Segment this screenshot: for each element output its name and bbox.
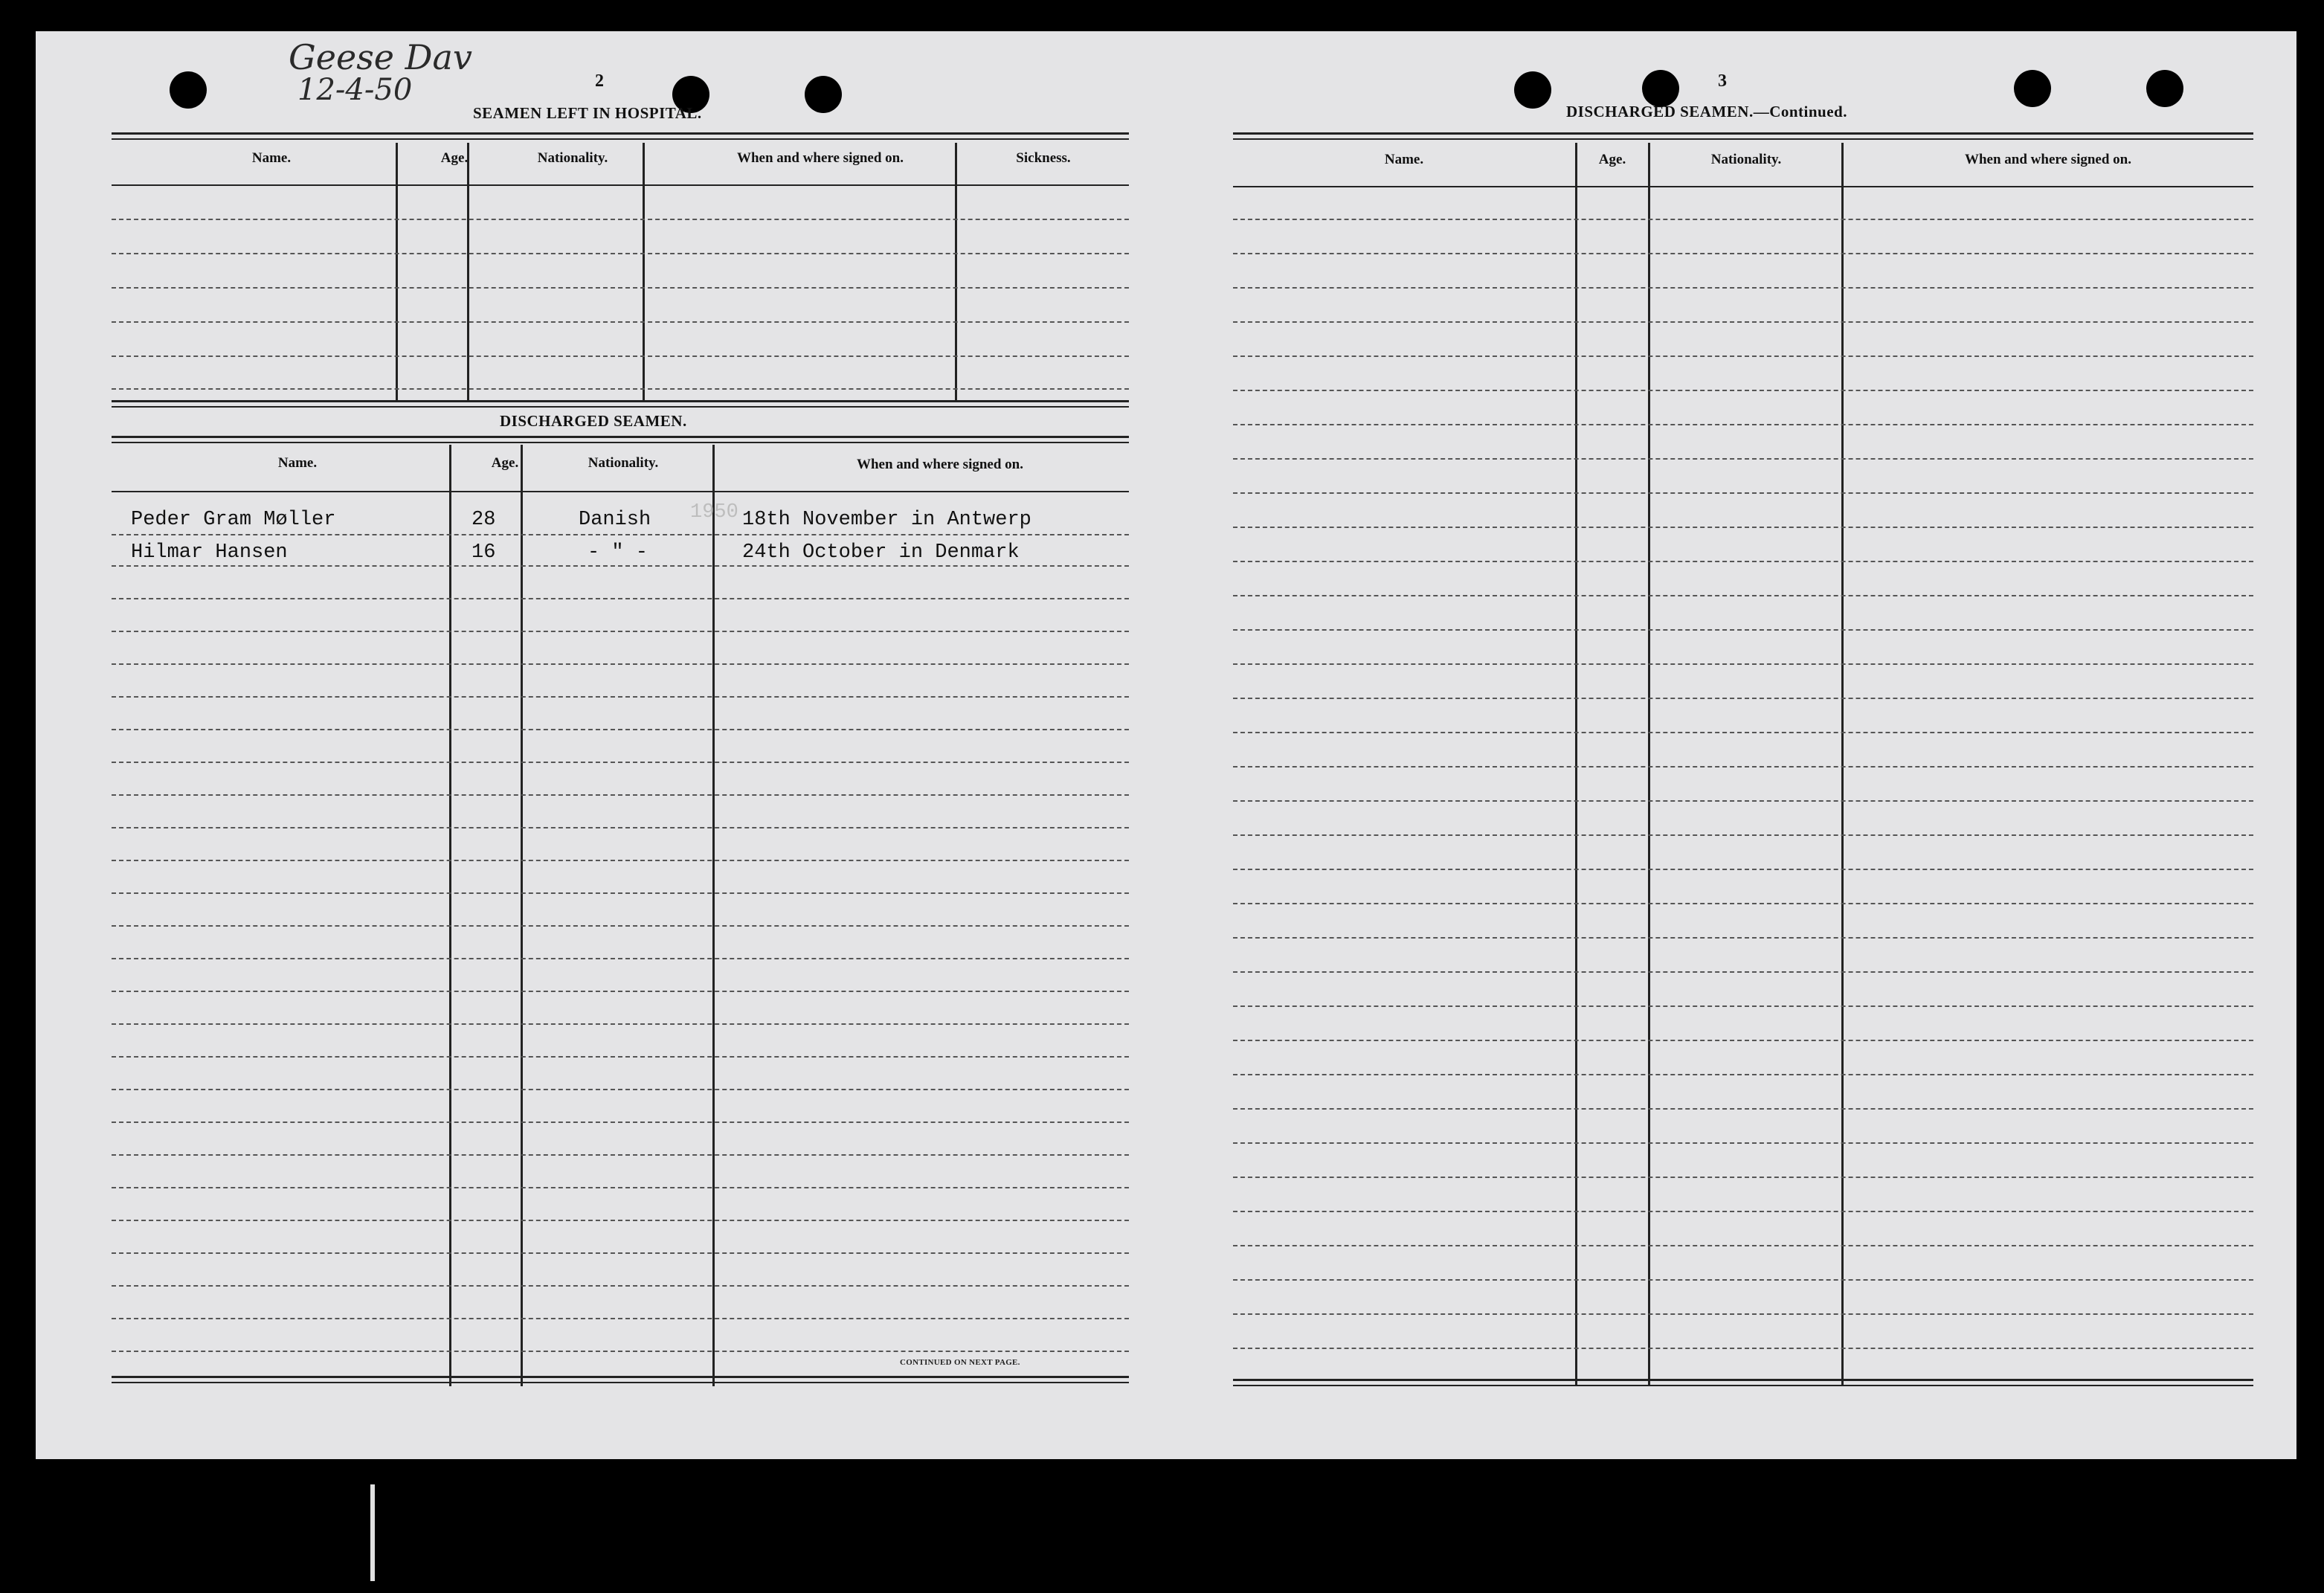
row-line: [1233, 287, 2253, 289]
row-line: [112, 794, 1129, 796]
row-line: [112, 958, 1129, 959]
table-top-rule: [112, 436, 1129, 443]
row-line: [1233, 458, 2253, 460]
row-line: [112, 1252, 1129, 1254]
column-header-name: Name.: [277, 455, 318, 471]
row-line: [1233, 732, 2253, 733]
column-divider: [1575, 143, 1577, 1385]
document-sheet: [36, 31, 2296, 1459]
table-bottom-rule: [1233, 1379, 2253, 1386]
column-header-age: Age.: [1598, 152, 1626, 167]
row-line: [1233, 1348, 2253, 1349]
row-line: [1233, 1279, 2253, 1281]
row-line: [1233, 1040, 2253, 1041]
row-line: [112, 729, 1129, 730]
row-line: [1233, 869, 2253, 870]
row-line: [1233, 595, 2253, 596]
row-line: [1233, 937, 2253, 939]
row-line: [112, 253, 1129, 254]
column-header-age: Age.: [440, 150, 469, 166]
row-line: [1233, 253, 2253, 254]
punch-hole: [2014, 70, 2051, 107]
column-header-sickness: Sickness.: [1016, 150, 1071, 166]
row-line: [112, 1121, 1129, 1123]
continued-footer: CONTINUED ON NEXT PAGE.: [900, 1358, 1020, 1367]
row-line: [112, 1023, 1129, 1025]
column-divider: [955, 143, 957, 402]
row-line: [112, 598, 1129, 599]
row-line: [1233, 561, 2253, 562]
row-line: [1233, 698, 2253, 699]
row-line: [112, 1220, 1129, 1221]
row-line: [112, 892, 1129, 894]
row-line: [112, 1089, 1129, 1090]
row-line: [1233, 492, 2253, 494]
row-line: [112, 663, 1129, 665]
column-divider: [449, 445, 451, 1386]
seaman-nationality: Danish: [579, 509, 651, 531]
row-line: [112, 1154, 1129, 1156]
column-divider: [467, 143, 469, 402]
header-rule: [1233, 186, 2253, 187]
seaman-nationality: - " -: [588, 541, 648, 564]
column-divider: [643, 143, 645, 402]
row-line: [1233, 527, 2253, 528]
column-header-nationality: Nationality.: [588, 455, 659, 471]
row-line: [1233, 424, 2253, 425]
column-header-signed-on: When and where signed on.: [736, 150, 904, 166]
overlay-year: 1950: [690, 501, 738, 524]
column-divider: [1841, 143, 1844, 1385]
row-line: [112, 219, 1129, 220]
discharged-continued-title: DISCHARGED SEAMEN.—Continued.: [1566, 103, 1847, 120]
row-line: [112, 1318, 1129, 1319]
row-line: [112, 1285, 1129, 1287]
column-header-name: Name.: [251, 150, 292, 166]
header-rule: [112, 184, 1129, 186]
row-line: [1233, 1211, 2253, 1212]
row-line: [1233, 629, 2253, 631]
row-line: [112, 321, 1129, 323]
row-line: [112, 762, 1129, 763]
row-line: [1233, 321, 2253, 323]
row-line: [1233, 1313, 2253, 1315]
handwritten-date: 12-4-50: [297, 73, 413, 107]
row-line: [112, 388, 1129, 390]
row-line: [112, 1056, 1129, 1058]
row-line: [1233, 355, 2253, 357]
row-line: [1233, 219, 2253, 220]
row-line: [1233, 1142, 2253, 1144]
column-divider: [521, 445, 523, 1386]
column-divider: [1648, 143, 1650, 1385]
row-line: [1233, 766, 2253, 767]
row-line: [112, 1187, 1129, 1188]
row-line: [112, 925, 1129, 927]
page-number: 3: [1718, 71, 1727, 91]
seaman-name: Peder Gram Møller: [131, 509, 336, 531]
punch-hole: [170, 71, 207, 109]
table-bottom-rule: [112, 1376, 1129, 1383]
row-line: [112, 991, 1129, 992]
handwritten-name: Geese Dav: [289, 37, 472, 77]
row-line: [1233, 800, 2253, 802]
seaman-signed-on: 24th October in Denmark: [742, 541, 1020, 564]
film-mark: [370, 1484, 375, 1581]
column-divider: [712, 445, 715, 1386]
row-line: [1233, 834, 2253, 836]
row-line: [1233, 1177, 2253, 1178]
row-line: [112, 1351, 1129, 1352]
discharged-section-title: DISCHARGED SEAMEN.: [500, 412, 687, 430]
table-top-rule: [1233, 132, 2253, 140]
column-header-nationality: Nationality.: [537, 150, 608, 166]
seaman-age: 28: [471, 509, 496, 531]
hospital-section-title: SEAMEN LEFT IN HOSPITAL.: [473, 104, 702, 122]
row-line: [112, 287, 1129, 289]
row-line: [1233, 903, 2253, 904]
column-header-signed-on: When and where signed on.: [856, 457, 1023, 472]
row-line: [112, 565, 1129, 567]
seaman-age: 16: [471, 541, 496, 564]
column-header-nationality: Nationality.: [1710, 152, 1782, 167]
column-header-age: Age.: [491, 455, 519, 471]
seaman-name: Hilmar Hansen: [131, 541, 288, 564]
column-divider: [396, 143, 398, 402]
seaman-signed-on: 18th November in Antwerp: [742, 509, 1031, 531]
row-line: [112, 534, 1129, 535]
section-divider-rule: [112, 400, 1129, 408]
row-line: [1233, 971, 2253, 973]
punch-hole: [1514, 71, 1551, 109]
row-line: [112, 827, 1129, 828]
table-top-rule: [112, 132, 1129, 140]
punch-hole: [2146, 70, 2183, 107]
row-line: [112, 696, 1129, 698]
row-line: [1233, 390, 2253, 391]
page-number: 2: [595, 71, 604, 91]
row-line: [112, 631, 1129, 632]
punch-hole: [1642, 70, 1679, 107]
row-line: [1233, 1108, 2253, 1110]
header-rule: [112, 491, 1129, 492]
column-header-name: Name.: [1384, 152, 1424, 167]
row-line: [1233, 1005, 2253, 1007]
column-header-signed-on: When and where signed on.: [1964, 152, 2131, 167]
row-line: [112, 860, 1129, 861]
punch-hole: [805, 76, 842, 113]
row-line: [112, 355, 1129, 357]
row-line: [1233, 1074, 2253, 1075]
row-line: [1233, 663, 2253, 665]
row-line: [1233, 1245, 2253, 1246]
